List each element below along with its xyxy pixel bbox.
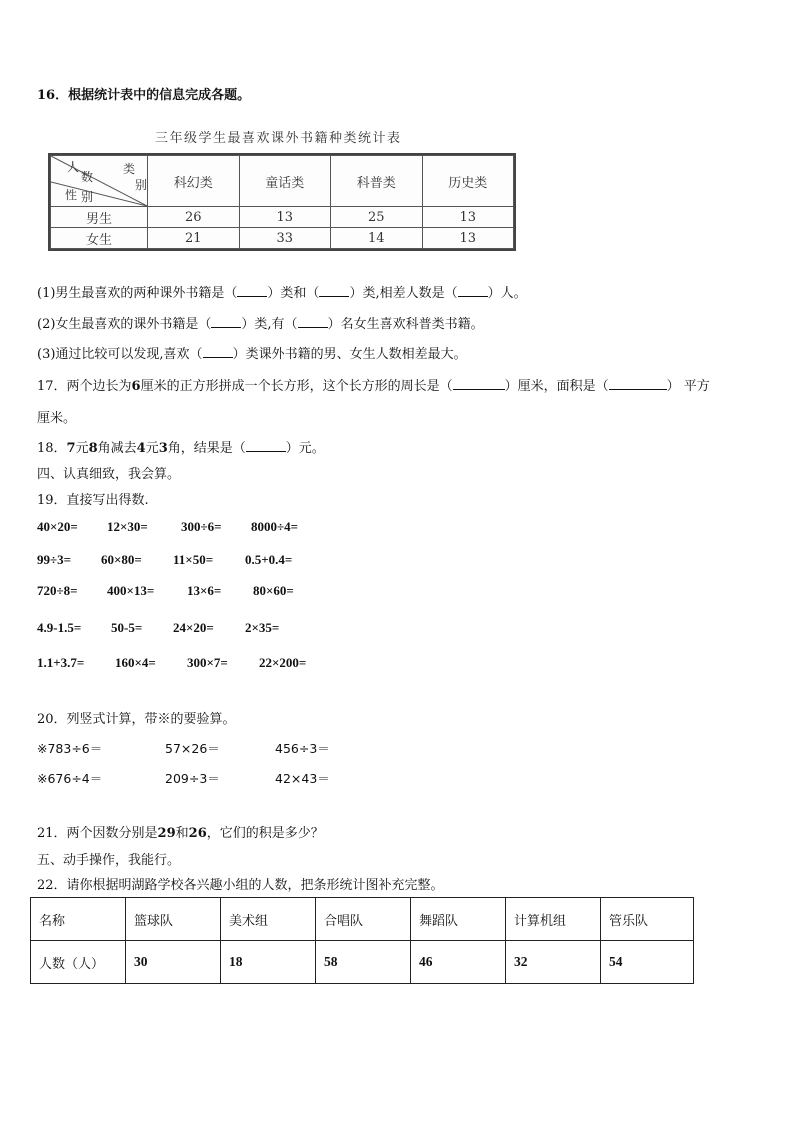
calc-item: 4.9-1.5=: [37, 620, 82, 635]
q18-number: 7: [66, 441, 76, 456]
calc-item: 99÷3=: [37, 552, 72, 567]
q17-text: ）厘米，面积是（: [504, 379, 609, 394]
table-cell: 54: [601, 941, 694, 984]
q16-sub1-text: ）人。: [487, 286, 527, 301]
table-row: [51, 228, 514, 249]
q18-text: 元: [75, 441, 89, 456]
table-cell: 32: [506, 941, 601, 984]
calc-item: 400×13=: [107, 583, 155, 598]
q18-text: 角减去: [97, 441, 137, 456]
corner-ren: 人: [67, 160, 80, 174]
table-header-cell: 篮球队: [126, 898, 221, 941]
table-cell: 26: [148, 207, 240, 228]
calc-item: 80×60=: [253, 583, 294, 598]
q18-text: 18．: [37, 441, 67, 456]
q16-sub2-text: ）类,有（: [241, 317, 298, 332]
q21-text: ，它们的积是多少？: [206, 826, 324, 841]
q19-prompt: 19．直接写出得数.: [37, 493, 149, 508]
book-stats-table: [48, 153, 516, 251]
q18-number: 4: [136, 441, 146, 456]
q17-line1: [37, 375, 710, 394]
table-header-cell: 名称: [31, 898, 126, 941]
corner-lei: 类: [123, 162, 136, 176]
table-cell: 13: [422, 207, 514, 228]
calc-item: 22×200=: [259, 655, 307, 670]
q19-row: [37, 552, 292, 568]
q18-number: 8: [88, 441, 98, 456]
calc-item: 300÷6=: [181, 519, 222, 534]
table-cell: 25: [331, 207, 423, 228]
calc-item: 11×50=: [173, 552, 214, 567]
vertical-calc-item: 209÷3＝: [165, 771, 220, 786]
vertical-calc-item: 42×43＝: [275, 771, 330, 786]
corner-xing: 性: [65, 188, 78, 202]
q18-number: 3: [158, 441, 168, 456]
answer-blank[interactable]: [211, 315, 241, 328]
answer-blank[interactable]: [298, 315, 328, 328]
row-label: 人数（人）: [31, 941, 126, 984]
calc-item: 12×30=: [107, 519, 148, 534]
calc-item: 2×35=: [245, 620, 280, 635]
q18-text: ）元。: [285, 441, 325, 456]
q16-sub1-text: ）类和（: [267, 286, 320, 301]
q18-text: 元: [145, 441, 159, 456]
answer-blank[interactable]: [453, 377, 505, 390]
q20-prompt: 20．列竖式计算，带※的要验算。: [37, 712, 236, 727]
q16-sub2-text: ）名女生喜欢科普类书籍。: [327, 317, 484, 332]
q16-sub3-text: (3)通过比较可以发现,喜欢（: [37, 347, 203, 362]
table-header-cell: 计算机组: [506, 898, 601, 941]
table-cell: 21: [148, 228, 240, 249]
q17-text: ） 平方: [666, 379, 710, 394]
table-cell: 30: [126, 941, 221, 984]
answer-blank[interactable]: [203, 345, 233, 358]
q16-sub1-text: ）类,相差人数是（: [349, 286, 458, 301]
q17-text: 17．两个边长为: [37, 379, 132, 394]
corner-bie: 别: [81, 190, 94, 204]
q17-text: 厘米的正方形拼成一个长方形，这个长方形的周长是（: [140, 379, 453, 394]
corner-shu: 数: [81, 170, 94, 184]
table-row: [51, 207, 514, 228]
calc-item: 0.5+0.4=: [245, 552, 293, 567]
q16-sub3: [37, 343, 467, 362]
answer-blank[interactable]: [246, 439, 286, 452]
calc-item: 50-5=: [111, 620, 143, 635]
answer-blank[interactable]: [458, 284, 488, 297]
calc-item: 40×20=: [37, 519, 78, 534]
q16-sub1-text: (1)男生最喜欢的两种课外书籍是（: [37, 286, 238, 301]
q17-line2: 厘米。: [37, 411, 77, 426]
q21-text: 21．两个因数分别是: [37, 826, 158, 841]
table-cell: 14: [331, 228, 423, 249]
section-four-heading: 四、认真细致，我会算。: [37, 467, 181, 482]
table-cell: 13: [422, 228, 514, 249]
row-label: 男生: [51, 207, 148, 228]
q16-sub3-text: ）类课外书籍的男、女生人数相差最大。: [232, 347, 467, 362]
q21-number: 29: [157, 826, 176, 841]
table-row: [31, 898, 694, 941]
calc-item: 60×80=: [101, 552, 142, 567]
q21-number: 26: [188, 826, 207, 841]
q19-row: [37, 519, 298, 535]
answer-blank[interactable]: [609, 377, 667, 390]
vertical-calc-item: ※676÷4＝: [37, 771, 103, 786]
answer-blank[interactable]: [237, 284, 267, 297]
q21-text: 和: [175, 826, 189, 841]
vertical-calc-item: 456÷3＝: [275, 741, 330, 756]
q16-sub2: [37, 313, 484, 332]
q18-text: 角，结果是（: [167, 441, 246, 456]
calc-item: 8000÷4=: [251, 519, 299, 534]
table-header-cell: 童话类: [239, 156, 331, 207]
table-row: [31, 941, 694, 984]
q22-prompt: 22．请你根据明湖路学校各兴趣小组的人数，把条形统计图补充完整。: [37, 878, 444, 893]
q16-sub2-text: (2)女生最喜欢的课外书籍是（: [37, 317, 212, 332]
table-cell: 58: [316, 941, 411, 984]
table-header-cell: 管乐队: [601, 898, 694, 941]
row-label: 女生: [51, 228, 148, 249]
table-cell: 18: [221, 941, 316, 984]
q19-row: [37, 655, 306, 671]
answer-blank[interactable]: [319, 284, 349, 297]
q19-row: [37, 583, 294, 599]
q20-row: [37, 769, 330, 787]
vertical-calc-item: ※783÷6＝: [37, 741, 103, 756]
corner-bie-top: 别: [135, 178, 148, 192]
q17-number: 6: [131, 379, 141, 394]
stats-table-title: 三年级学生最喜欢课外书籍种类统计表: [155, 131, 402, 146]
table-cell: 46: [411, 941, 506, 984]
q20-row: [37, 739, 330, 757]
q16-prompt: 16．根据统计表中的信息完成各题。: [37, 88, 251, 103]
table-cell: 13: [239, 207, 331, 228]
table-header-cell: 科普类: [331, 156, 423, 207]
calc-item: 160×4=: [115, 655, 156, 670]
calc-item: 1.1+3.7=: [37, 655, 85, 670]
vertical-calc-item: 57×26＝: [165, 741, 220, 756]
table-header-cell: 美术组: [221, 898, 316, 941]
q18: [37, 437, 325, 456]
q21: [37, 822, 324, 841]
q16-sub1: [37, 282, 527, 301]
calc-item: 720÷8=: [37, 583, 78, 598]
calc-item: 13×6=: [187, 583, 222, 598]
table-cell: 33: [239, 228, 331, 249]
table-corner-header: [51, 156, 148, 207]
table-header-cell: 合唱队: [316, 898, 411, 941]
calc-item: 24×20=: [173, 620, 214, 635]
interest-group-table: [30, 897, 694, 984]
section-five-heading: 五、动手操作，我能行。: [37, 853, 181, 868]
table-header-cell: 科幻类: [148, 156, 240, 207]
calc-item: 300×7=: [187, 655, 228, 670]
table-header-cell: 舞蹈队: [411, 898, 506, 941]
q19-row: [37, 620, 279, 636]
table-header-cell: 历史类: [422, 156, 514, 207]
